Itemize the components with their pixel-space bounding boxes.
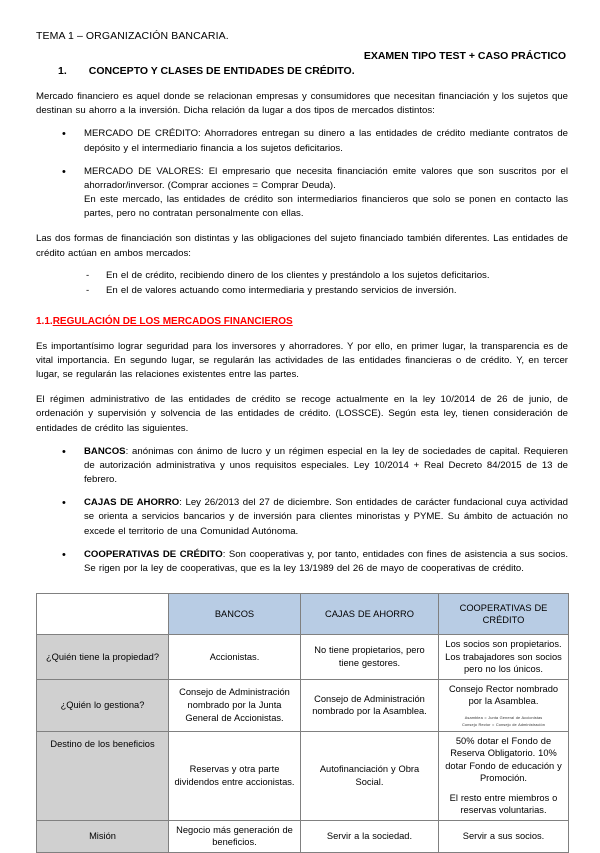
list-item: - En el de crédito, recibiendo dinero de los clientes y prestándolo a los sujetos deficitarios.: [36, 269, 568, 284]
doc-title: TEMA 1 – ORGANIZACIÓN BANCARIA.: [36, 30, 229, 42]
cell-beneficios-cooperativas: [439, 731, 569, 820]
row-label-propiedad: ¿Quién tiene la propiedad?: [37, 635, 169, 680]
cell-beneficios-cajas: Autofinanciación y Obra Social.: [301, 731, 439, 820]
table-header-bancos: BANCOS: [169, 594, 301, 635]
intro-paragraph: Mercado financiero es aquel donde se relacionan empresas y consumidores que necesitan financiación y los sujetos que destinan su ahorro a la inversión. Dicha relación da lugar a dos tipos de mercados distintos:: [36, 90, 568, 117]
cell-propiedad-cajas: No tiene propietarios, pero tiene gestores.: [301, 635, 439, 680]
cell-beneficios-bancos: Reservas y otra parte dividendos entre accionistas.: [169, 731, 301, 820]
list-item: [36, 127, 568, 155]
spacer: [443, 785, 564, 792]
cooperativas-label: COOPERATIVAS DE CRÉDITO: [84, 548, 223, 560]
cell-gestion-note-2: Consejo Rector = Consejo de Administración: [461, 721, 545, 727]
regulation-paragraph-1: Es importantísimo lograr seguridad para los inversores y ahorradores. Y por ello, en primer lugar, la transparencia es de vital importancia. En segundo lugar, se regularán las actividades de las entidades financieras o de crédito. Y, en tercer lugar, se regularán las relaciones existentes entre las partes.: [36, 340, 568, 380]
list-item: - En el de valores actuando como intermediaria y prestando servicios de inversión.: [36, 284, 568, 299]
cell-gestion-bancos: Consejo de Administración nombrado por la Junta General de Accionistas.: [169, 679, 301, 731]
cooperativas-text: : Son cooperativas y, por tanto, entidades con fines de asistencia a sus socios. Se rigen por la ley de cooperativas, que es la ley 13/1989 del 26 de mayo de cooperativas de crédito.: [84, 548, 568, 574]
cajas-text: : Ley 26/2013 del 27 de diciembre. Son entidades de carácter fundacional cuya actividad se orienta a servicios bancarios y de inversión para clientes minoristas y PYME. Su ámbito de actuación no excede el territorio de una Comunidad Autónoma.: [84, 497, 568, 537]
row-label-mision: Misión: [37, 820, 169, 852]
market-values-text: El empresario que necesita financiación emite valores que son suscritos por el ahorrador/inversor. (Comprar acciones = Comprar Deuda).: [84, 165, 568, 191]
subsection-title: REGULACIÓN DE LOS MERCADOS FINANCIEROS: [52, 315, 293, 327]
table-row: [37, 679, 569, 731]
table-header-row: [37, 594, 569, 635]
market-values-text-2: En este mercado, las entidades de crédito son intermediarios financieros que solo se ponen en contacto las partes, pero no contratan personalmente con ellas.: [84, 194, 568, 220]
row-label-gestion: ¿Quién lo gestiona?: [37, 679, 169, 731]
cell-gestion-note-1: Asamblea = Junta General de Accionistas: [464, 714, 543, 720]
section-title: CONCEPTO Y CLASES DE ENTIDADES DE CRÉDITO.: [88, 65, 355, 78]
exam-type-note: EXAMEN TIPO TEST + CASO PRÁCTICO: [363, 49, 566, 62]
market-values-label: MERCADO DE VALORES:: [84, 165, 204, 177]
table-header-cajas: CAJAS DE AHORRO: [301, 594, 439, 635]
section-number: 1.: [58, 65, 67, 78]
market-credit-text: Ahorradores entregan su dinero a las entidades de crédito mediante contratos de depósito y el intermediario financia a los sujetos deficitarios.: [84, 128, 569, 154]
cell-mision-cajas: Servir a la sociedad.: [301, 820, 439, 852]
bancos-text: : anónimas con ánimo de lucro y un régimen especial en la ley de sociedades de capital. Requieren de autorización administrativa y unos requisitos especiales. Ley 10/2014 + Real Decreto 84/2015 de 13 de febrero.: [84, 445, 568, 486]
list-item: [36, 445, 568, 488]
bancos-label: BANCOS: [84, 445, 126, 457]
both-markets-list: [36, 269, 568, 299]
list-item: [36, 548, 568, 576]
table-row: [37, 731, 569, 820]
cell-beneficios-cooperativas-main: 50% dotar el Fondo de Reserva Obligatorio. 10% dotar Fondo de educación y Promoción.: [445, 735, 562, 784]
table-row: [37, 635, 569, 680]
cell-gestion-cooperativas: [439, 679, 569, 731]
cell-propiedad-cooperativas: Los socios son propietarios. Los trabajadores son socios pero no los únicos.: [439, 635, 569, 680]
cell-gestion-cajas: Consejo de Administración nombrado por la Asamblea.: [301, 679, 439, 731]
row-label-beneficios: Destino de los beneficios: [37, 731, 169, 820]
comparison-table: [36, 593, 569, 853]
both-markets-paragraph: Las dos formas de financiación son distintas y las obligaciones del sujeto financiado también diferentes. Las entidades de crédito actúan en ambos mercados:: [36, 233, 568, 259]
cell-gestion-cooperativas-main: Consejo Rector nombrado por la Asamblea.: [448, 683, 559, 707]
table-body: [37, 635, 569, 853]
cell-mision-bancos: Negocio más generación de beneficios.: [169, 820, 301, 852]
cajas-label: CAJAS DE AHORRO: [84, 497, 180, 509]
regulation-paragraph-2: El régimen administrativo de las entidades de crédito se recoge actualmente en la ley 10/2014 de 26 de junio, de ordenación y supervisión y solvencia de las entidades de crédito. (LOSSCE). Según esta ley, tienen consideración de entidades de crédito las siguientes.: [36, 394, 568, 434]
section-heading: [36, 64, 568, 79]
cell-mision-cooperativas: Servir a sus socios.: [439, 820, 569, 852]
market-type-list: [36, 127, 568, 221]
table-header-blank: [37, 594, 169, 635]
table-header: [37, 594, 569, 635]
market-credit-label: MERCADO DE CRÉDITO:: [84, 128, 201, 140]
list-item: [36, 496, 568, 539]
cell-beneficios-cooperativas-extra: El resto entre miembros o reservas voluntarias.: [449, 792, 558, 816]
subsection-number: 1.1.: [36, 315, 53, 327]
cell-propiedad-bancos: Accionistas.: [169, 635, 301, 680]
table-header-cooperativas: COOPERATIVAS DE CRÉDITO: [439, 594, 569, 635]
subsection-heading: [36, 315, 568, 329]
list-item: [36, 165, 568, 222]
credit-entity-list: [36, 445, 568, 577]
